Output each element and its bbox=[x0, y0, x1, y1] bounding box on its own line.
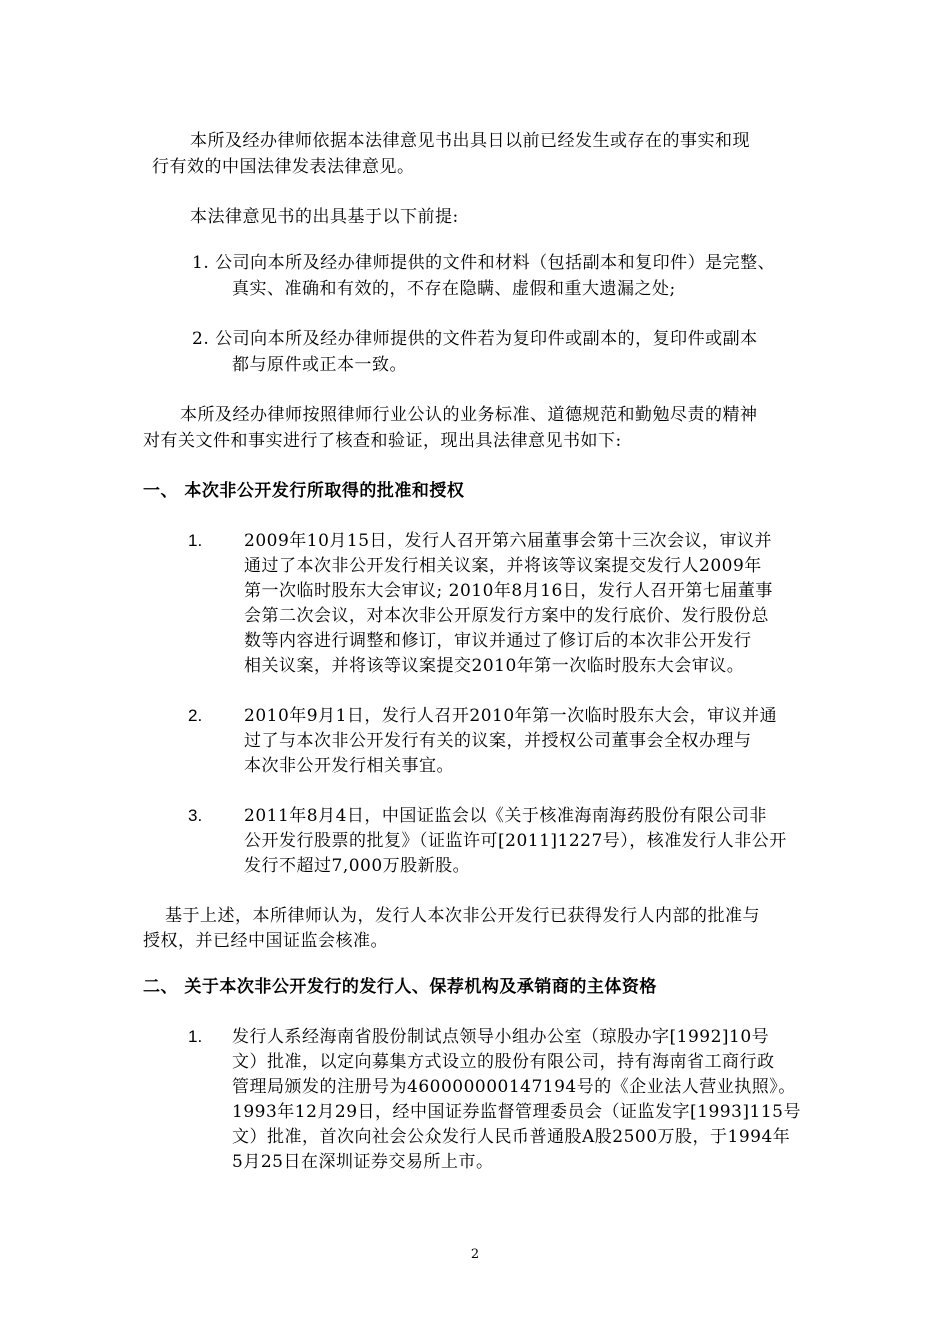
section-2-item-1-line4: 1993年12月29日，经中国证券监督管理委员会（证监发字[1993]115号 bbox=[232, 1102, 802, 1122]
section-1-item-1-number: 1. bbox=[188, 531, 203, 550]
section-2-heading: 二、 关于本次非公开发行的发行人、保荐机构及承销商的主体资格 bbox=[143, 977, 657, 997]
section-1-item-3-number: 3. bbox=[188, 806, 203, 825]
section-1-item-2-line3: 本次非公开发行相关事宜。 bbox=[244, 756, 454, 776]
section-2-item-1-line1: 发行人系经海南省股份制试点领导小组办公室（琼股办字[1992]10号 bbox=[232, 1027, 770, 1047]
section-1-item-1-line2: 通过了本次非公开发行相关议案，并将该等议案提交发行人2009年 bbox=[244, 556, 762, 576]
section-1-conclusion-line1: 基于上述，本所律师认为，发行人本次非公开发行已获得发行人内部的批准与 bbox=[165, 906, 760, 926]
section-1-item-3-line1: 2011年8月4日，中国证监会以《关于核准海南海药股份有限公司非 bbox=[244, 806, 767, 826]
section-2-item-1-line5: 文）批准，首次向社会公众发行人民币普通股A股2500万股，于1994年 bbox=[232, 1127, 791, 1147]
paragraph-intro-line2: 行有效的中国法律发表法律意见。 bbox=[152, 157, 415, 177]
section-2-item-1-line2: 文）批准，以定向募集方式设立的股份有限公司，持有海南省工商行政 bbox=[232, 1052, 775, 1072]
premise-1-line1: 1. 公司向本所及经办律师提供的文件和材料（包括副本和复印件）是完整、 bbox=[192, 253, 776, 273]
section-2-item-1-line3: 管理局颁发的注册号为460000000147194号的《企业法人营业执照》。 bbox=[232, 1077, 796, 1097]
paragraph-premise-intro: 本法律意见书的出具基于以下前提: bbox=[190, 207, 459, 227]
paragraph-intro-line1: 本所及经办律师依据本法律意见书出具日以前已经发生或存在的事实和现 bbox=[190, 131, 750, 151]
section-1-item-2-line1: 2010年9月1日，发行人召开2010年第一次临时股东大会，审议并通 bbox=[244, 706, 778, 726]
section-1-item-3-line2: 公开发行股票的批复》（证监许可[2011]1227号），核准发行人非公开 bbox=[244, 831, 787, 851]
premise-2-line1: 2. 公司向本所及经办律师提供的文件若为复印件或副本的，复印件或副本 bbox=[192, 329, 758, 349]
section-1-item-2-line2: 过了与本次非公开发行有关的议案，并授权公司董事会全权办理与 bbox=[244, 731, 752, 751]
section-1-item-3-line3: 发行不超过7,000万股新股。 bbox=[244, 856, 471, 876]
section-2-item-1-number: 1. bbox=[188, 1027, 203, 1046]
paragraph-verification-line1: 本所及经办律师按照律师行业公认的业务标准、道德规范和勤勉尽责的精神 bbox=[180, 405, 758, 425]
section-1-item-2-number: 2. bbox=[188, 706, 203, 725]
section-2-item-1-line6: 5月25日在深圳证券交易所上市。 bbox=[232, 1152, 494, 1172]
section-1-item-1-line3: 第一次临时股东大会审议; 2010年8月16日，发行人召开第七届董事 bbox=[244, 581, 773, 601]
section-1-item-1-line1: 2009年10月15日，发行人召开第六届董事会第十三次会议，审议并 bbox=[244, 531, 773, 551]
section-1-heading: 一、 本次非公开发行所取得的批准和授权 bbox=[143, 481, 465, 501]
section-1-item-1-line6: 相关议案，并将该等议案提交2010年第一次临时股东大会审议。 bbox=[244, 656, 745, 676]
section-1-item-1-line5: 数等内容进行调整和修订，审议并通过了修订后的本次非公开发行 bbox=[244, 631, 752, 651]
premise-1-line2: 真实、准确和有效的，不存在隐瞒、虚假和重大遗漏之处; bbox=[232, 279, 676, 299]
page-number: 2 bbox=[470, 1247, 480, 1262]
section-1-conclusion-line2: 授权，并已经中国证监会核准。 bbox=[143, 931, 388, 951]
premise-2-line2: 都与原件或正本一致。 bbox=[232, 355, 407, 375]
paragraph-verification-line2: 对有关文件和事实进行了核查和验证，现出具法律意见书如下: bbox=[143, 431, 622, 451]
section-1-item-1-line4: 会第二次会议，对本次非公开原发行方案中的发行底价、发行股份总 bbox=[244, 606, 769, 626]
